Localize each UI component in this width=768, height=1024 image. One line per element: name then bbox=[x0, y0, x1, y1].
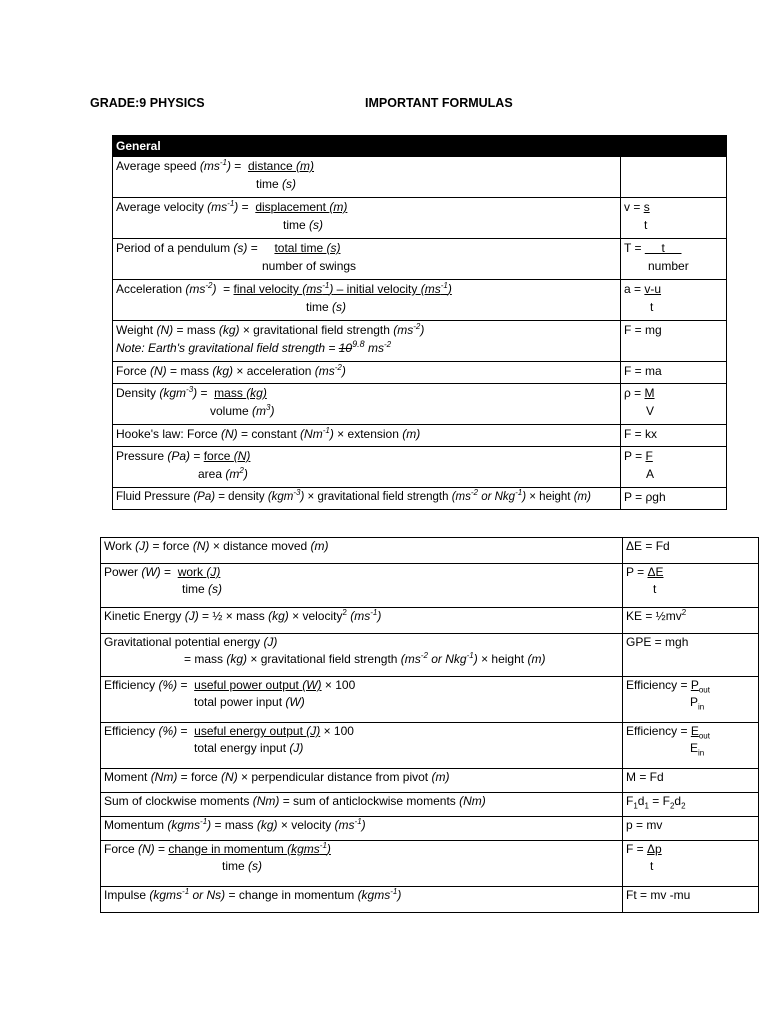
definition-cell: Impulse (kgms$^{-1}$ or Ns) = change in momentum (kgms$^{-1}$) bbox=[101, 887, 623, 913]
formula-cell: Efficiency = $P_{out}$ $P_{in}$ bbox=[623, 677, 759, 723]
table-row bbox=[101, 538, 759, 564]
table-row bbox=[113, 239, 727, 280]
table-row bbox=[113, 425, 727, 447]
definition-cell: Density (kgm$^{-3}$) = mass (kg) volume $(m^3)$ bbox=[113, 384, 621, 425]
table-row bbox=[113, 198, 727, 239]
formula-cell: v = s t bbox=[621, 198, 727, 239]
formula-cell: F = ma bbox=[621, 362, 727, 384]
table-row bbox=[101, 817, 759, 841]
formula-cell: P = ρgh bbox=[621, 488, 727, 510]
energy-momentum-formulas-table bbox=[100, 537, 759, 913]
general-formulas-table bbox=[112, 135, 727, 510]
formula-cell: T = t number bbox=[621, 239, 727, 280]
formula-cell: ρ = M V bbox=[621, 384, 727, 425]
formula-cell: Efficiency = $E_{out}$ $E_{in}$ bbox=[623, 723, 759, 769]
definition-cell: Force (N) = mass (kg) × acceleration $(ms^{-2})$ bbox=[113, 362, 621, 384]
table-row bbox=[113, 488, 727, 510]
formula-cell: M = Fd bbox=[623, 769, 759, 793]
definition-cell: Momentum (kgms$^{-1}$) = mass (kg) × velocity $(ms^{-1})$ bbox=[101, 817, 623, 841]
formula-cell: GPE = mgh bbox=[623, 634, 759, 677]
formula-cell: ΔE = Fd bbox=[623, 538, 759, 564]
table-row bbox=[101, 723, 759, 769]
definition-cell: Efficiency (%) = useful energy output (J) × 100 total energy input (J) bbox=[101, 723, 623, 769]
table-row bbox=[113, 157, 727, 198]
table-row bbox=[101, 608, 759, 634]
definition-cell: Force (N) = change in momentum (kgms$^{-1}$) time (s) bbox=[101, 841, 623, 887]
table-row bbox=[113, 362, 727, 384]
definition-cell: Fluid Pressure (Pa) = density (kgm$^{-3}$) × gravitational field strength ($ms^{-2}$ or Nkg$^{-1}$) × height (m) bbox=[113, 488, 621, 510]
formula-cell bbox=[621, 157, 727, 198]
table-row bbox=[101, 841, 759, 887]
table-row bbox=[101, 887, 759, 913]
formula-cell: F = mg bbox=[621, 321, 727, 362]
definition-cell: Gravitational potential energy (J) = mass (kg) × gravitational field strength ($ms^{-2}$ or Nkg$^{-1}$) × height (m) bbox=[101, 634, 623, 677]
formula-cell: a = v-u t bbox=[621, 280, 727, 321]
formula-cell: P = F A bbox=[621, 447, 727, 488]
table-row bbox=[101, 769, 759, 793]
document-title: IMPORTANT FORMULAS bbox=[365, 96, 513, 110]
definition-cell: Pressure (Pa) = force (N) area $(m^2)$ bbox=[113, 447, 621, 488]
definition-cell: Acceleration $(ms^{-2})$ = final velocity $(ms^{-1})$ – initial velocity $(ms^{-1})$ time (s) bbox=[113, 280, 621, 321]
definition-cell: Power (W) = work (J) time (s) bbox=[101, 564, 623, 608]
table-row bbox=[101, 793, 759, 817]
grade-subject-label: GRADE:9 PHYSICS bbox=[90, 96, 205, 110]
formula-cell: F = Δp t bbox=[623, 841, 759, 887]
definition-cell: Average speed $(ms^{-1})$ = distance (m) time (s) bbox=[113, 157, 621, 198]
formula-cell: P = ΔE t bbox=[623, 564, 759, 608]
definition-cell: Efficiency (%) = useful power output (W) × 100 total power input (W) bbox=[101, 677, 623, 723]
formula-cell: p = mv bbox=[623, 817, 759, 841]
definition-cell: Average velocity $(ms^{-1})$ = displacement (m) time (s) bbox=[113, 198, 621, 239]
table-row bbox=[101, 634, 759, 677]
formula-cell: F = kx bbox=[621, 425, 727, 447]
table-row bbox=[113, 321, 727, 362]
definition-cell: Work (J) = force (N) × distance moved (m) bbox=[101, 538, 623, 564]
table-row bbox=[113, 280, 727, 321]
definition-cell: Weight (N) = mass (kg) × gravitational field strength $(ms^{-2})$ Note: Earth's gravitational field strength = $10^{9.8}$ $ms^{-2}$ bbox=[113, 321, 621, 362]
definition-cell: Period of a pendulum (s) = total time (s) number of swings bbox=[113, 239, 621, 280]
definition-cell: Hooke's law: Force (N) = constant $(Nm^{-1})$ × extension (m) bbox=[113, 425, 621, 447]
section-header-row bbox=[113, 136, 727, 157]
table-row bbox=[101, 564, 759, 608]
definition-cell: Sum of clockwise moments (Nm) = sum of anticlockwise moments (Nm) bbox=[101, 793, 623, 817]
table-row bbox=[113, 384, 727, 425]
definition-cell: Kinetic Energy (J) = ½ × mass (kg) × velocity$^2$ $(ms^{-1})$ bbox=[101, 608, 623, 634]
definition-cell: Moment (Nm) = force (N) × perpendicular distance from pivot (m) bbox=[101, 769, 623, 793]
table-row bbox=[113, 447, 727, 488]
formula-cell: Ft = mv -mu bbox=[623, 887, 759, 913]
formula-cell: $F_1d_1 = F_2d_2$ bbox=[623, 793, 759, 817]
table-row bbox=[101, 677, 759, 723]
formula-cell: KE = $\frac{1}{2}mv^2$ bbox=[623, 608, 759, 634]
section-title: General bbox=[113, 136, 727, 157]
